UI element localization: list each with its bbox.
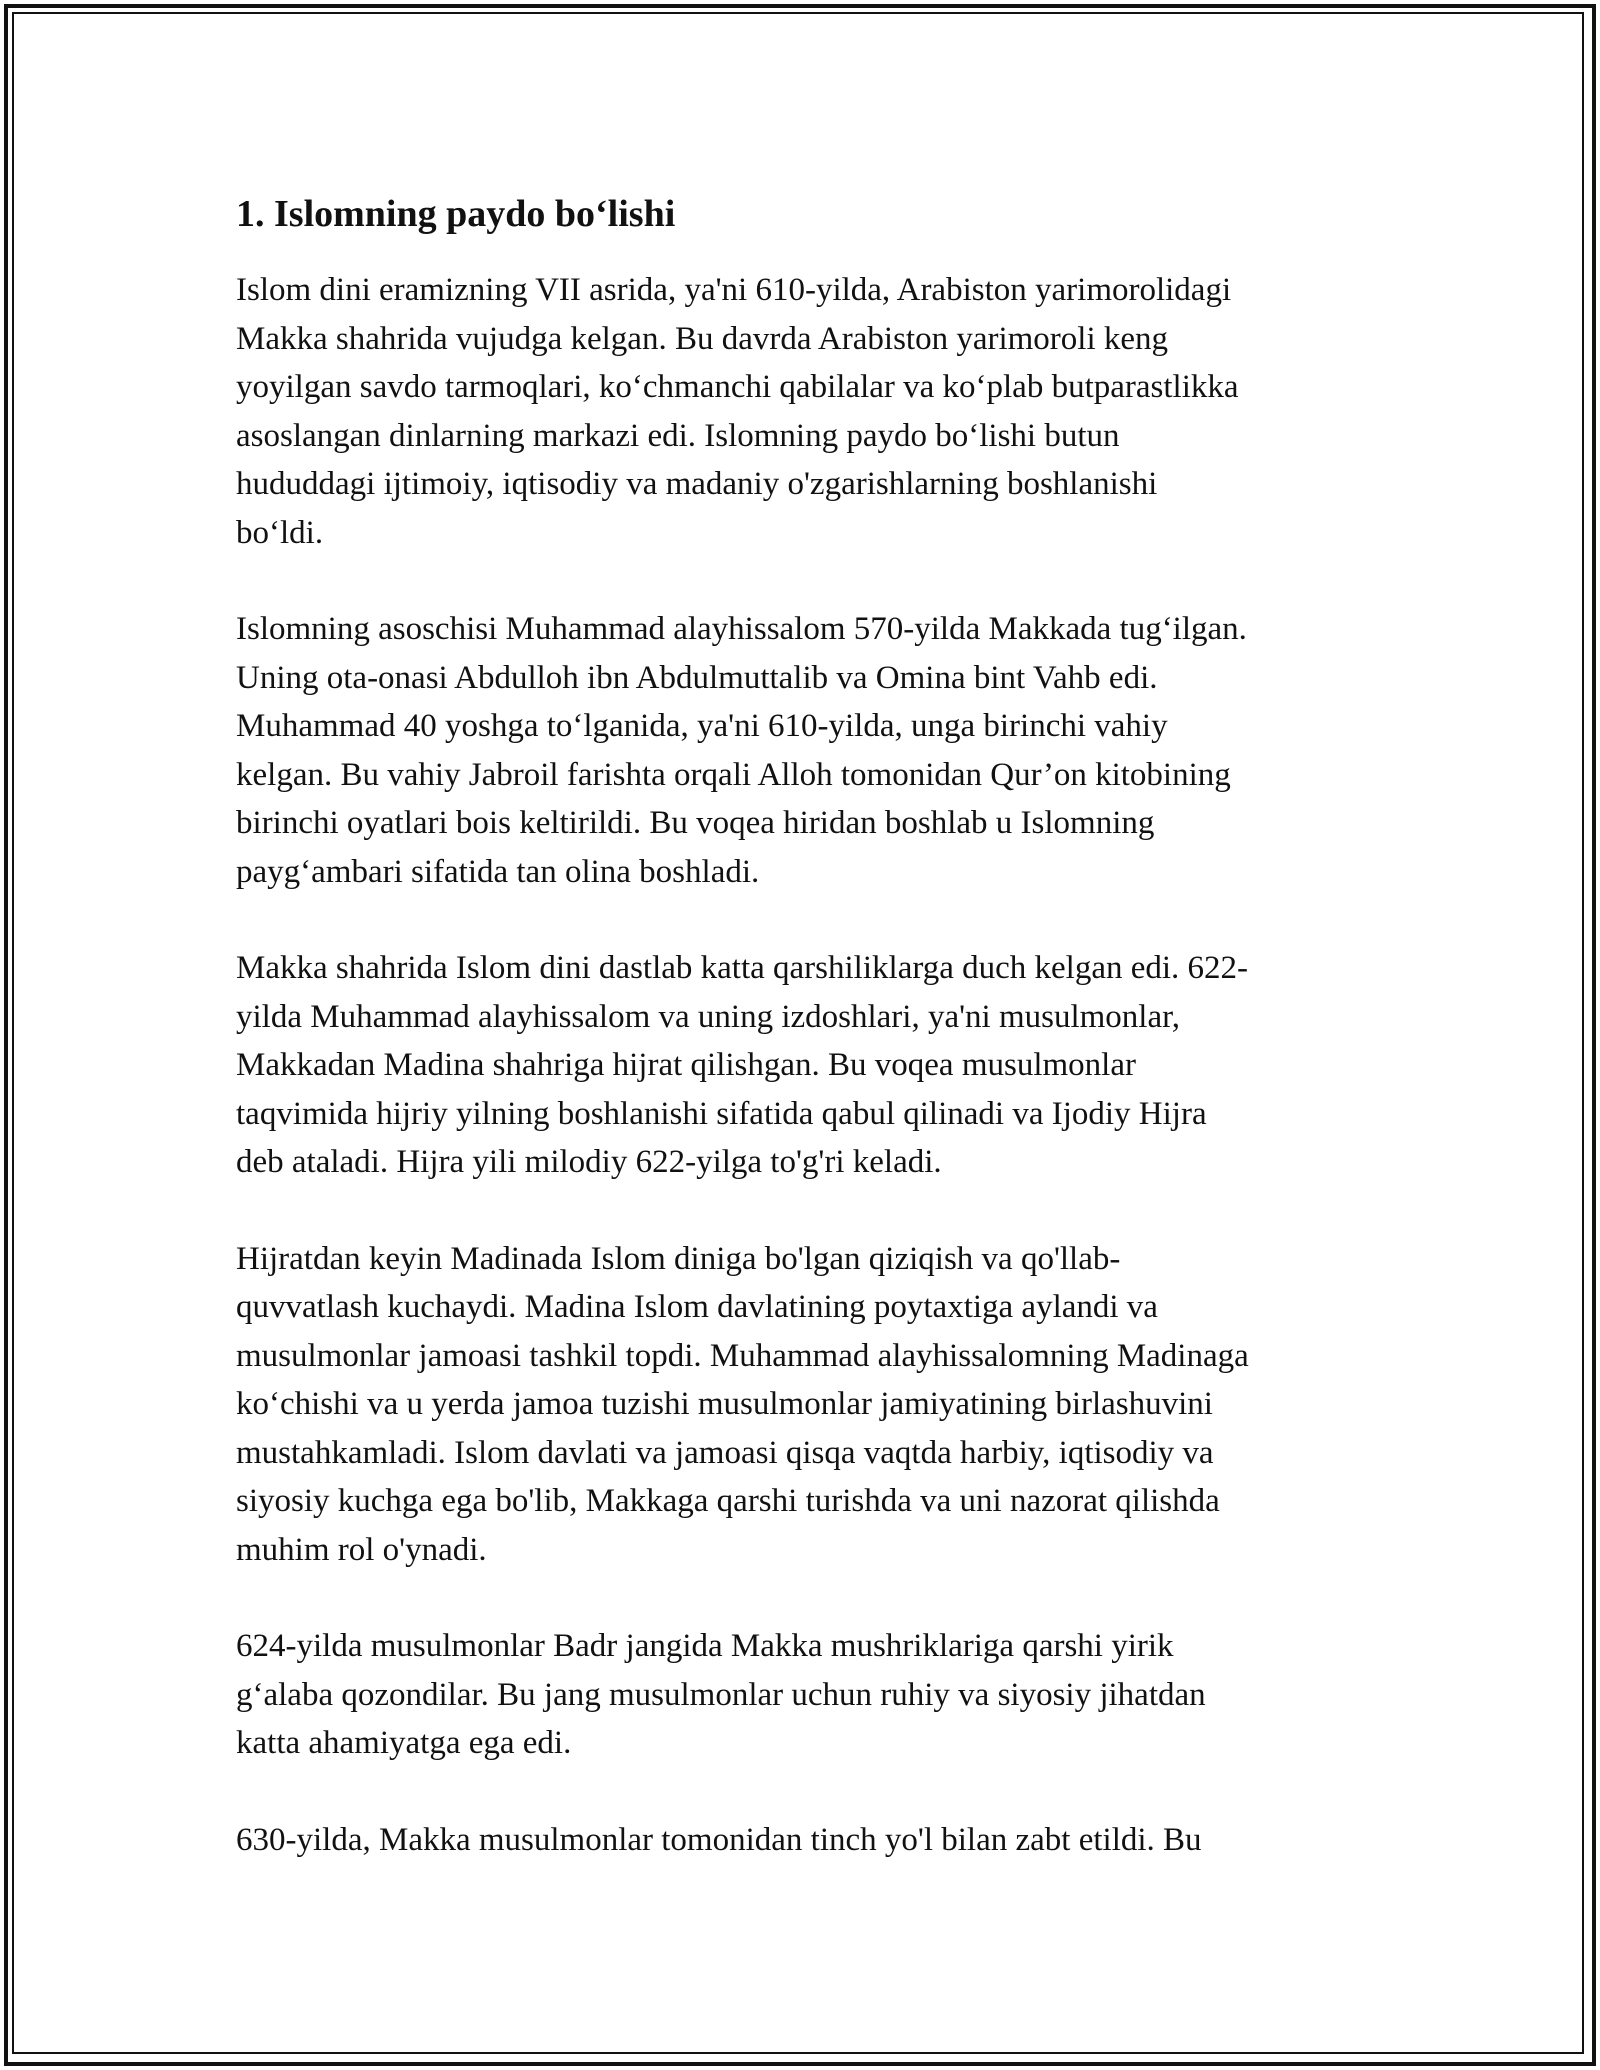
text-line: bo‘ldi.: [236, 514, 324, 551]
text-line: payg‘ambari sifatida tan olina boshladi.: [236, 853, 760, 890]
text-line: quvvatlash kuchaydi. Madina Islom davlatining poytaxtiga aylandi va: [236, 1289, 1158, 1325]
text-line: birinchi oyatlari bois keltirildi. Bu voqea hiridan boshlab u Islomning: [236, 805, 1155, 841]
text-line: 624-yilda musulmonlar Badr jangida Makka mushriklariga qarshi yirik: [236, 1628, 1174, 1664]
text-line: ko‘chishi va u yerda jamoa tuzishi musulmonlar jamiyatining birlashuvini: [236, 1386, 1213, 1422]
text-line: kelgan. Bu vahiy Jabroil farishta orqali Alloh tomonidan Qur’on kitobining: [236, 756, 1231, 793]
text-line: deb ataladi. Hijra yili milodiy 622-yilga to'g'ri keladi.: [236, 1144, 942, 1180]
section-heading: 1. Islomning paydo bo‘lishi: [236, 193, 676, 235]
text-line: muhim rol o'ynadi.: [236, 1531, 487, 1568]
text-line: Makka shahrida vujudga kelgan. Bu davrda Arabiston yarimoroli keng: [236, 320, 1169, 357]
text-line: Makka shahrida Islom dini dastlab katta qarshiliklarga duch kelgan edi. 622-: [236, 950, 1249, 986]
text-line: yoyilgan savdo tarmoqlari, ko‘chmanchi qabilalar va ko‘plab butparastlikka: [236, 369, 1239, 405]
text-line: mustahkamladi. Islom davlati va jamoasi qisqa vaqtda harbiy, iqtisodiy va: [236, 1434, 1214, 1471]
text-line: Makkadan Madina shahriga hijrat qilishgan. Bu voqea musulmonlar: [236, 1047, 1136, 1083]
text-line: musulmonlar jamoasi tashkil topdi. Muhammad alayhissalomning Madinaga: [236, 1337, 1249, 1374]
paragraph-4: [236, 1235, 1364, 1575]
text-line: Islom dini eramizning VII asrida, ya'ni 610-yilda, Arabiston yarimorolidagi: [236, 272, 1232, 308]
document-body: [236, 190, 1364, 1912]
text-line: Uning ota-onasi Abdulloh ibn Abdulmuttalib va Omina bint Vahb edi.: [236, 659, 1158, 696]
paragraph-5: [236, 1622, 1364, 1768]
text-line: yilda Muhammad alayhissalom va uning izdoshlari, ya'ni musulmonlar,: [236, 998, 1181, 1035]
text-line: asoslangan dinlarning markazi edi. Islomning paydo bo‘lishi butun: [236, 417, 1120, 454]
text-line: siyosiy kuchga ega bo'lib, Makkaga qarshi turishda va uni nazorat qilishda: [236, 1483, 1220, 1519]
text-line: Islomning asoschisi Muhammad alayhissalom 570-yilda Makkada tug‘ilgan.: [236, 611, 1247, 647]
text-line: Muhammad 40 yoshga to‘lganida, ya'ni 610-yilda, unga birinchi vahiy: [236, 708, 1168, 744]
text-line: taqvimida hijriy yilning boshlanishi sifatida qabul qilinadi va Ijodiy Hijra: [236, 1095, 1207, 1132]
paragraph-3: [236, 944, 1364, 1187]
paragraph-1: [236, 266, 1364, 557]
text-line: katta ahamiyatga ega edi.: [236, 1725, 572, 1761]
text-line: Hijratdan keyin Madinada Islom diniga bo'lgan qiziqish va qo'llab-: [236, 1240, 1121, 1277]
paragraph-2: [236, 605, 1364, 896]
paragraph-6: [236, 1816, 1364, 1865]
text-line: hududdagi ijtimoiy, iqtisodiy va madaniy o'zgarishlarning boshlanishi: [236, 466, 1158, 502]
text-line: 630-yilda, Makka musulmonlar tomonidan tinch yo'l bilan zabt etildi. Bu: [236, 1821, 1202, 1858]
text-line: g‘alaba qozondilar. Bu jang musulmonlar uchun ruhiy va siyosiy jihatdan: [236, 1676, 1206, 1713]
